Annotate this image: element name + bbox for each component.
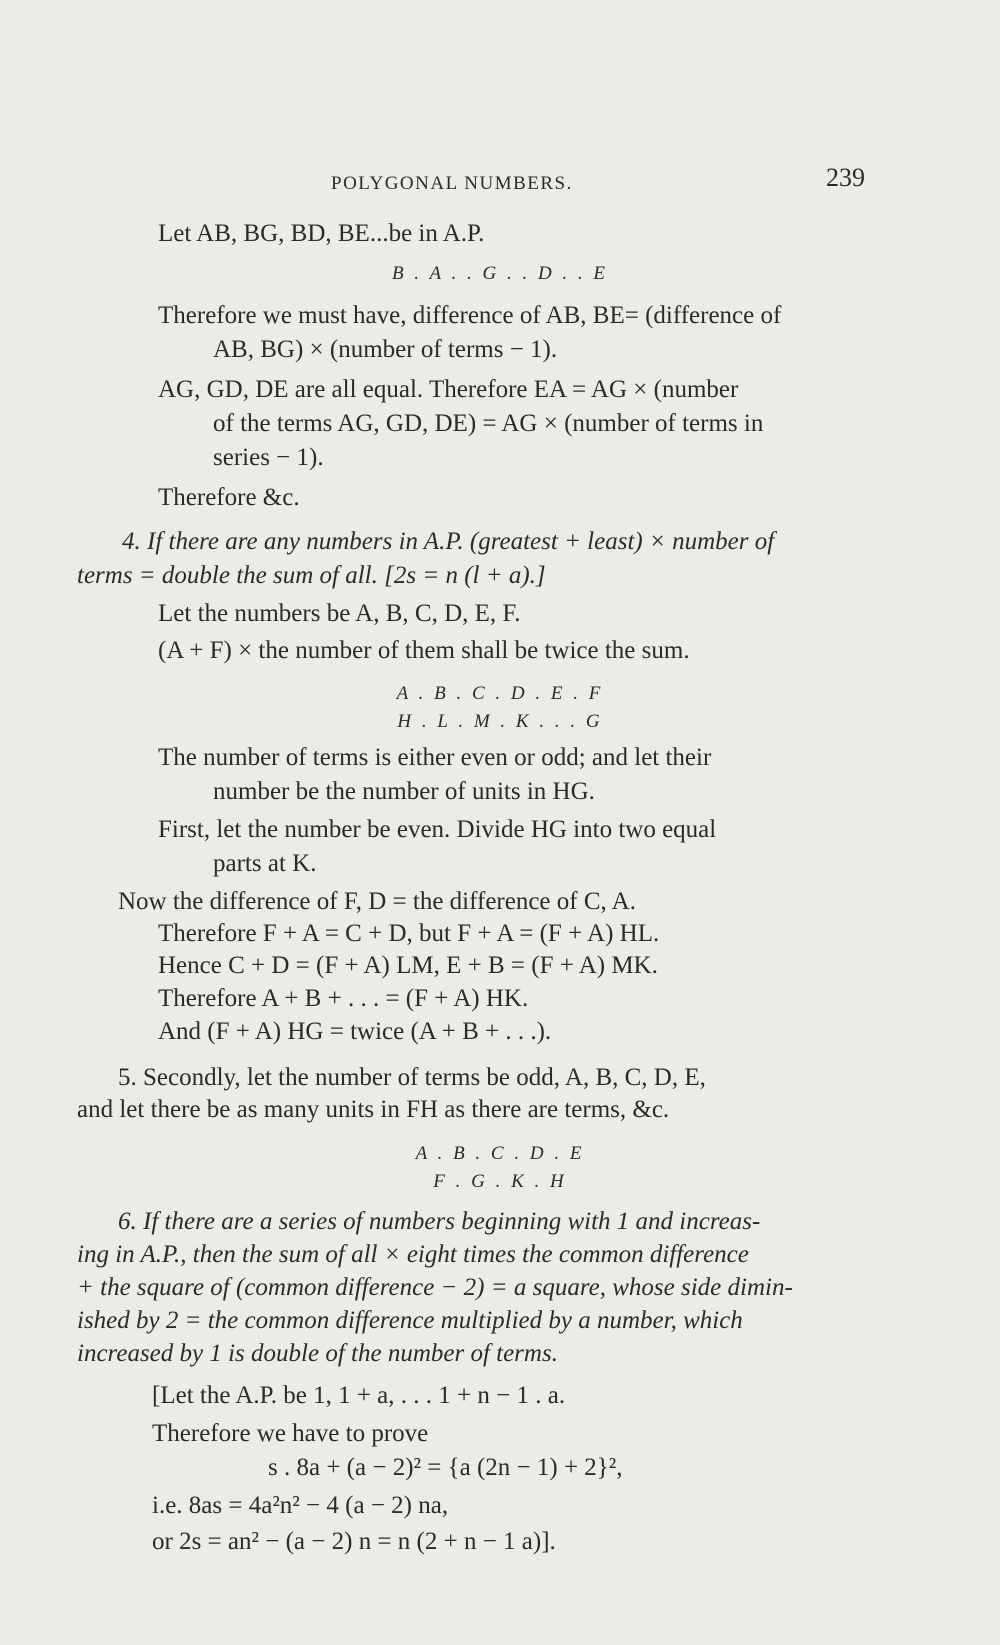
formula-line: H . L . M . K . . . G xyxy=(397,711,603,732)
text-line: Therefore we must have, difference of AB, BE= (difference of xyxy=(158,302,782,329)
formula-line: or 2s = an² − (a − 2) n = n (2 + n − 1 a)]. xyxy=(152,1528,556,1555)
text-line: of the terms AG, GD, DE) = AG × (number of terms in xyxy=(213,410,764,437)
formula-line: i.e. 8as = 4a²n² − 4 (a − 2) na, xyxy=(152,1492,449,1519)
text-line: Therefore &c. xyxy=(158,484,300,511)
formula-line: A . B . C . D . E xyxy=(415,1143,585,1164)
proposition-4-line: terms = double the sum of all. [2s = n (l + a).] xyxy=(77,562,546,589)
text-line: series − 1). xyxy=(213,444,324,471)
text-line: number be the number of units in HG. xyxy=(213,778,595,805)
text-line: parts at K. xyxy=(213,850,317,877)
formula-line: A . B . C . D . E . F xyxy=(396,683,604,704)
text-line: AB, BG) × (number of terms − 1). xyxy=(213,336,558,363)
text-line: Let AB, BG, BD, BE...be in A.P. xyxy=(158,220,485,247)
proposition-6-line: ished by 2 = the common difference multiplied by a number, which xyxy=(77,1307,743,1334)
proposition-4-line: 4. If there are any numbers in A.P. (greatest + least) × number of xyxy=(122,528,775,555)
text-line: AG, GD, DE are all equal. Therefore EA = AG × (number xyxy=(158,376,739,403)
text-line: Therefore A + B + . . . = (F + A) HK. xyxy=(158,985,529,1012)
proposition-5-line: 5. Secondly, let the number of terms be odd, A, B, C, D, E, xyxy=(118,1064,706,1091)
proposition-6-line: + the square of (common difference − 2) = a square, whose side dimin- xyxy=(77,1274,793,1301)
text-line: Now the difference of F, D = the difference of C, A. xyxy=(118,888,636,915)
text-line: Let the numbers be A, B, C, D, E, F. xyxy=(158,600,521,627)
text-line: Hence C + D = (F + A) LM, E + B = (F + A) MK. xyxy=(158,952,658,979)
text-line: Therefore F + A = C + D, but F + A = (F + A) HL. xyxy=(158,920,660,947)
proposition-6-line: 6. If there are a series of numbers beginning with 1 and increas- xyxy=(118,1208,761,1235)
proposition-5-line: and let there be as many units in FH as there are terms, &c. xyxy=(77,1096,670,1123)
proposition-6-line: increased by 1 is double of the number of terms. xyxy=(77,1340,558,1367)
text-line: [Let the A.P. be 1, 1 + a, . . . 1 + n − 1 . a. xyxy=(152,1382,566,1409)
text-line: And (F + A) HG = twice (A + B + . . .). xyxy=(158,1018,552,1045)
formula-line: F . G . K . H xyxy=(433,1171,567,1192)
running-header: POLYGONAL NUMBERS. xyxy=(331,173,573,194)
text-line: First, let the number be even. Divide HG into two equal xyxy=(158,816,717,843)
formula-line: B . A . . G . . D . . E xyxy=(391,263,609,284)
text-line: Therefore we have to prove xyxy=(152,1420,429,1447)
page-number: 239 xyxy=(826,163,865,192)
proposition-6-line: ing in A.P., then the sum of all × eight times the common difference xyxy=(77,1241,749,1268)
text-line: (A + F) × the number of them shall be twice the sum. xyxy=(158,637,690,664)
text-line: The number of terms is either even or odd; and let their xyxy=(158,744,712,771)
formula-line: s . 8a + (a − 2)² = {a (2n − 1) + 2}², xyxy=(268,1454,623,1481)
